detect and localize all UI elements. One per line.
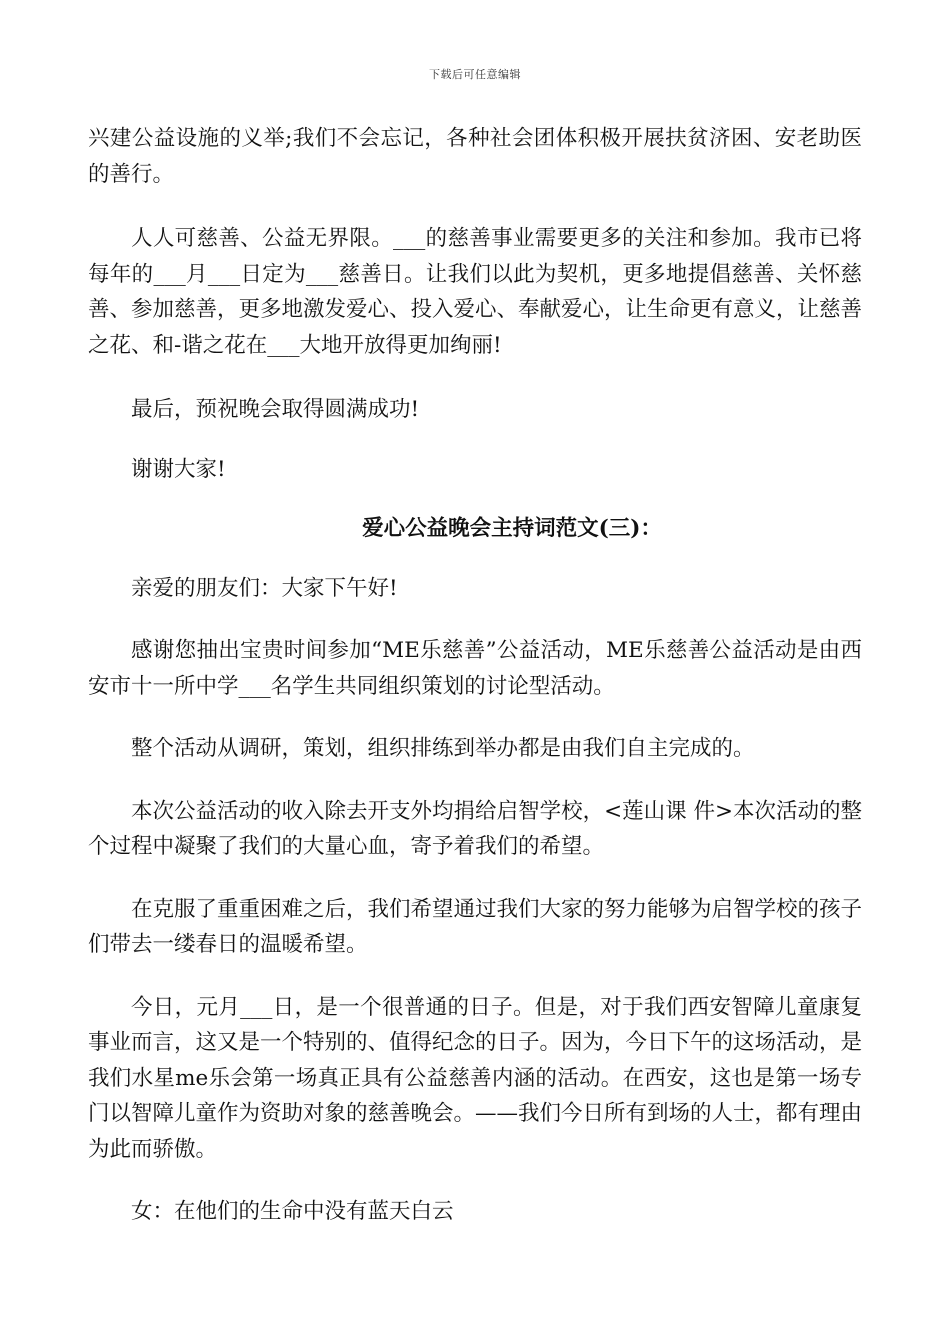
paragraph-7: 整个活动从调研，策划，组织排练到举办都是由我们自主完成的。	[131, 736, 755, 761]
paragraph-11: 女：在他们的生命中没有蓝天白云	[131, 1199, 454, 1224]
paragraph-6: 感谢您抽出宝贵时间参加“ME乐慈善”公益活动，ME乐慈善公益活动是由西安市十一所中学___名学生共同组织策划的讨论型活动。	[88, 638, 862, 699]
section-title: 爱心公益晚会主持词范文(三)：	[362, 516, 662, 541]
paragraph-5: 亲爱的朋友们：大家下午好!	[131, 575, 398, 601]
paragraph-4: 谢谢大家!	[131, 456, 226, 482]
paragraph-8: 本次公益活动的收入除去开支外均捐给启智学校，<莲山课 件>本次活动的整个过程中凝聚了我们的大量心血，寄予着我们的希望。	[88, 798, 862, 859]
paragraph-2: 人人可慈善、公益无界限。___的慈善事业需要更多的关注和参加。我市已将每年的___月___日定为___慈善日。让我们以此为契机，更多地提倡慈善、关怀慈善、参加慈善，更多地激发爱心、投入爱心、奉献爱心，让生命更有意义，让慈善之花、和-谐之花在___大地开放得更加绚丽!	[88, 226, 863, 358]
header-note: 下载后可任意编辑	[429, 68, 521, 81]
document-body	[88, 121, 862, 1230]
paragraph-10: 今日，元月___日，是一个很普通的日子。但是，对于我们西安智障儿童康复事业而言，这又是一个特别的、值得纪念的日子。因为，今日下午的这场活动，是我们水星me乐会第一场真正具有公益慈善内涵的活动。在西安，这也是第一场专门以智障儿童作为资助对象的慈善晚会。——我们今日所有到场的人士，都有理由为此而骄傲。	[88, 994, 863, 1162]
paragraph-3: 最后，预祝晚会取得圆满成功!	[131, 397, 420, 422]
paragraph-9: 在克服了重重困难之后，我们希望通过我们大家的努力能够为启智学校的孩子们带去一缕春日的温暖希望。	[88, 896, 863, 957]
paragraph-1: 兴建公益设施的义举;我们不会忘记，各种社会团体积极开展扶贫济困、安老助医的善行。	[88, 126, 862, 187]
